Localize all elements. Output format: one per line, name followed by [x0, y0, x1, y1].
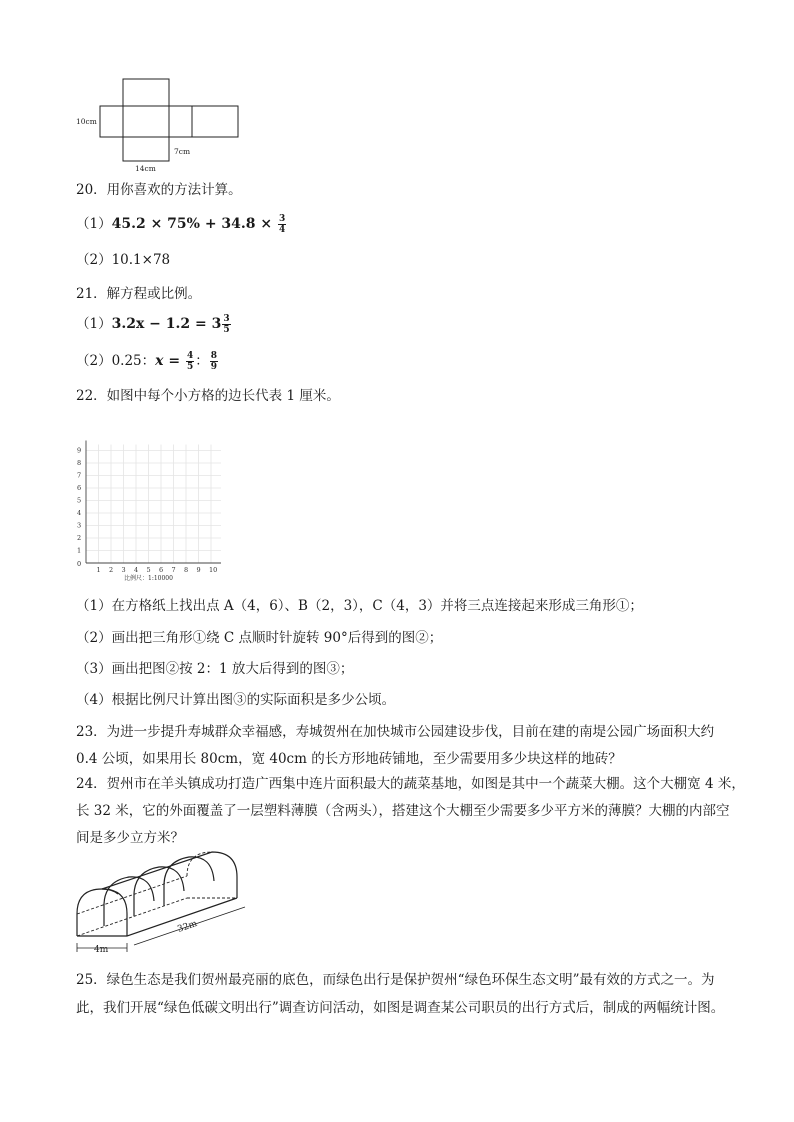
q21-part2-fraction-2 [210, 351, 218, 372]
q22-item-4: （4）根据比例尺计算出图③的实际面积是多少公顷。 [76, 692, 396, 708]
coordinate-grid-figure [66, 420, 236, 586]
fraction-numerator: 8 [210, 351, 218, 361]
x-tick-label: 6 [159, 566, 164, 574]
q21-part2-fraction-1 [186, 351, 194, 372]
q21-part1-prefix: （1） [76, 316, 112, 332]
y-tick-label: 2 [77, 534, 82, 542]
q21-part2-eq: = [163, 353, 185, 369]
q23-line-2: 0.4 公顷，如果用长 80cm，宽 40cm 的长方形地砖铺地，至少需要用多少块这样的地砖？ [76, 751, 622, 767]
x-tick-label: 10 [209, 566, 218, 574]
q20-part1-prefix: （1） [76, 216, 112, 232]
x-tick-label: 4 [134, 566, 139, 574]
y-tick-label: 3 [77, 521, 82, 530]
greenhouse-outline [77, 852, 237, 936]
x-tick-label: 1 [96, 566, 101, 574]
q21-part2 [76, 351, 219, 372]
q22-item-3: （3）画出把图②按 2：1 放大后得到的图③； [76, 661, 354, 677]
q21-part1-fraction [222, 314, 230, 335]
width-label: 4m [94, 945, 109, 955]
q24-line-1: 24．贺州市在羊头镇成功打造广西集中连片面积最大的蔬菜基地，如图是其中一个蔬菜大棚。这个大棚宽 4 米， [76, 776, 745, 792]
q24-line-2: 长 32 米，它的外面覆盖了一层塑料薄膜（含两头），搭建这个大棚至少需要多少平方米的薄膜？大棚的内部空 [76, 803, 730, 819]
fraction-numerator: 3 [279, 214, 286, 224]
fraction-denominator: 4 [279, 225, 286, 235]
y-tick-label: 9 [77, 446, 82, 455]
scale-label: 比例尺：1:10000 [124, 575, 173, 582]
x-tick-label: 8 [184, 566, 189, 574]
q21-part2-colon: ： [195, 353, 209, 369]
y-tick-label: 6 [77, 484, 82, 492]
fraction-denominator: 9 [210, 362, 218, 372]
x-tick-label: 7 [171, 566, 176, 574]
y-tick-label: 7 [77, 471, 82, 480]
q21-title: 21．解方程或比例。 [76, 286, 202, 302]
q25-line-1: 25．绿色生态是我们贺州最亮丽的底色，而绿色出行是保护贺州“绿色环保生态文明”最有效的方式之一。为 [76, 972, 715, 988]
fraction-numerator: 3 [223, 314, 230, 324]
length-label: 32m [176, 918, 199, 935]
origin-label: 0 [77, 560, 82, 568]
q21-part1-expr: 3.2x − 1.2 = 3 [111, 316, 222, 332]
grid-lines [86, 445, 221, 564]
q21-part2-prefix: （2）0.25： [76, 353, 156, 369]
fraction-numerator: 4 [187, 351, 194, 361]
q23-line-1: 23．为进一步提升寿城群众幸福感，寿城贺州在加快城市公园建设步伐，目前在建的南堤公园广场面积大约 [76, 724, 715, 740]
q22-item-1: （1）在方格纸上找出点 A（4，6）、B（2，3），C（4，3）并将三点连接起来形成三角形①； [76, 598, 643, 614]
q20-part1-fraction [278, 214, 286, 235]
q25-line-2: 此，我们开展“绿色低碳文明出行”调查访问活动，如图是调查某公司职员的出行方式后，制成的两幅统计图。 [76, 1000, 725, 1016]
q24-line-3: 间是多少立方米？ [76, 830, 184, 846]
q20-part1 [76, 214, 287, 235]
q20-part1-expr: 45.2 × 75% + 34.8 × [111, 216, 278, 232]
x-tick-labels [97, 566, 218, 574]
y-tick-labels [77, 447, 81, 555]
y-tick-label: 1 [77, 546, 82, 555]
fraction-denominator: 5 [223, 325, 230, 335]
x-tick-label: 5 [146, 566, 151, 574]
y-tick-label: 4 [77, 509, 82, 517]
y-tick-label: 5 [77, 496, 82, 505]
net-label-length: 14cm [135, 164, 156, 173]
q20-title: 20．用你喜欢的方法计算。 [76, 182, 242, 198]
grid-axes [86, 441, 221, 564]
q21-part1 [76, 314, 232, 335]
greenhouse-figure [72, 844, 250, 956]
q22-title: 22．如图中每个小方格的边长代表 1 厘米。 [76, 388, 340, 404]
greenhouse-ribs [104, 857, 214, 926]
net-label-height: 10cm [76, 117, 97, 126]
q20-part2: （2）10.1×78 [76, 252, 171, 268]
x-tick-label: 9 [196, 566, 201, 574]
greenhouse-hidden-lines [77, 852, 237, 936]
cuboid-net-figure [70, 72, 250, 176]
q22-item-2: （2）画出把三角形①绕 C 点顺时针旋转 90°后得到的图②； [76, 630, 443, 646]
x-tick-label: 2 [109, 566, 114, 574]
q21-part2-var: x [155, 353, 164, 369]
x-tick-label: 3 [121, 566, 126, 574]
fraction-denominator: 5 [187, 362, 194, 372]
y-tick-label: 8 [77, 459, 82, 467]
net-label-depth: 7cm [174, 147, 191, 156]
